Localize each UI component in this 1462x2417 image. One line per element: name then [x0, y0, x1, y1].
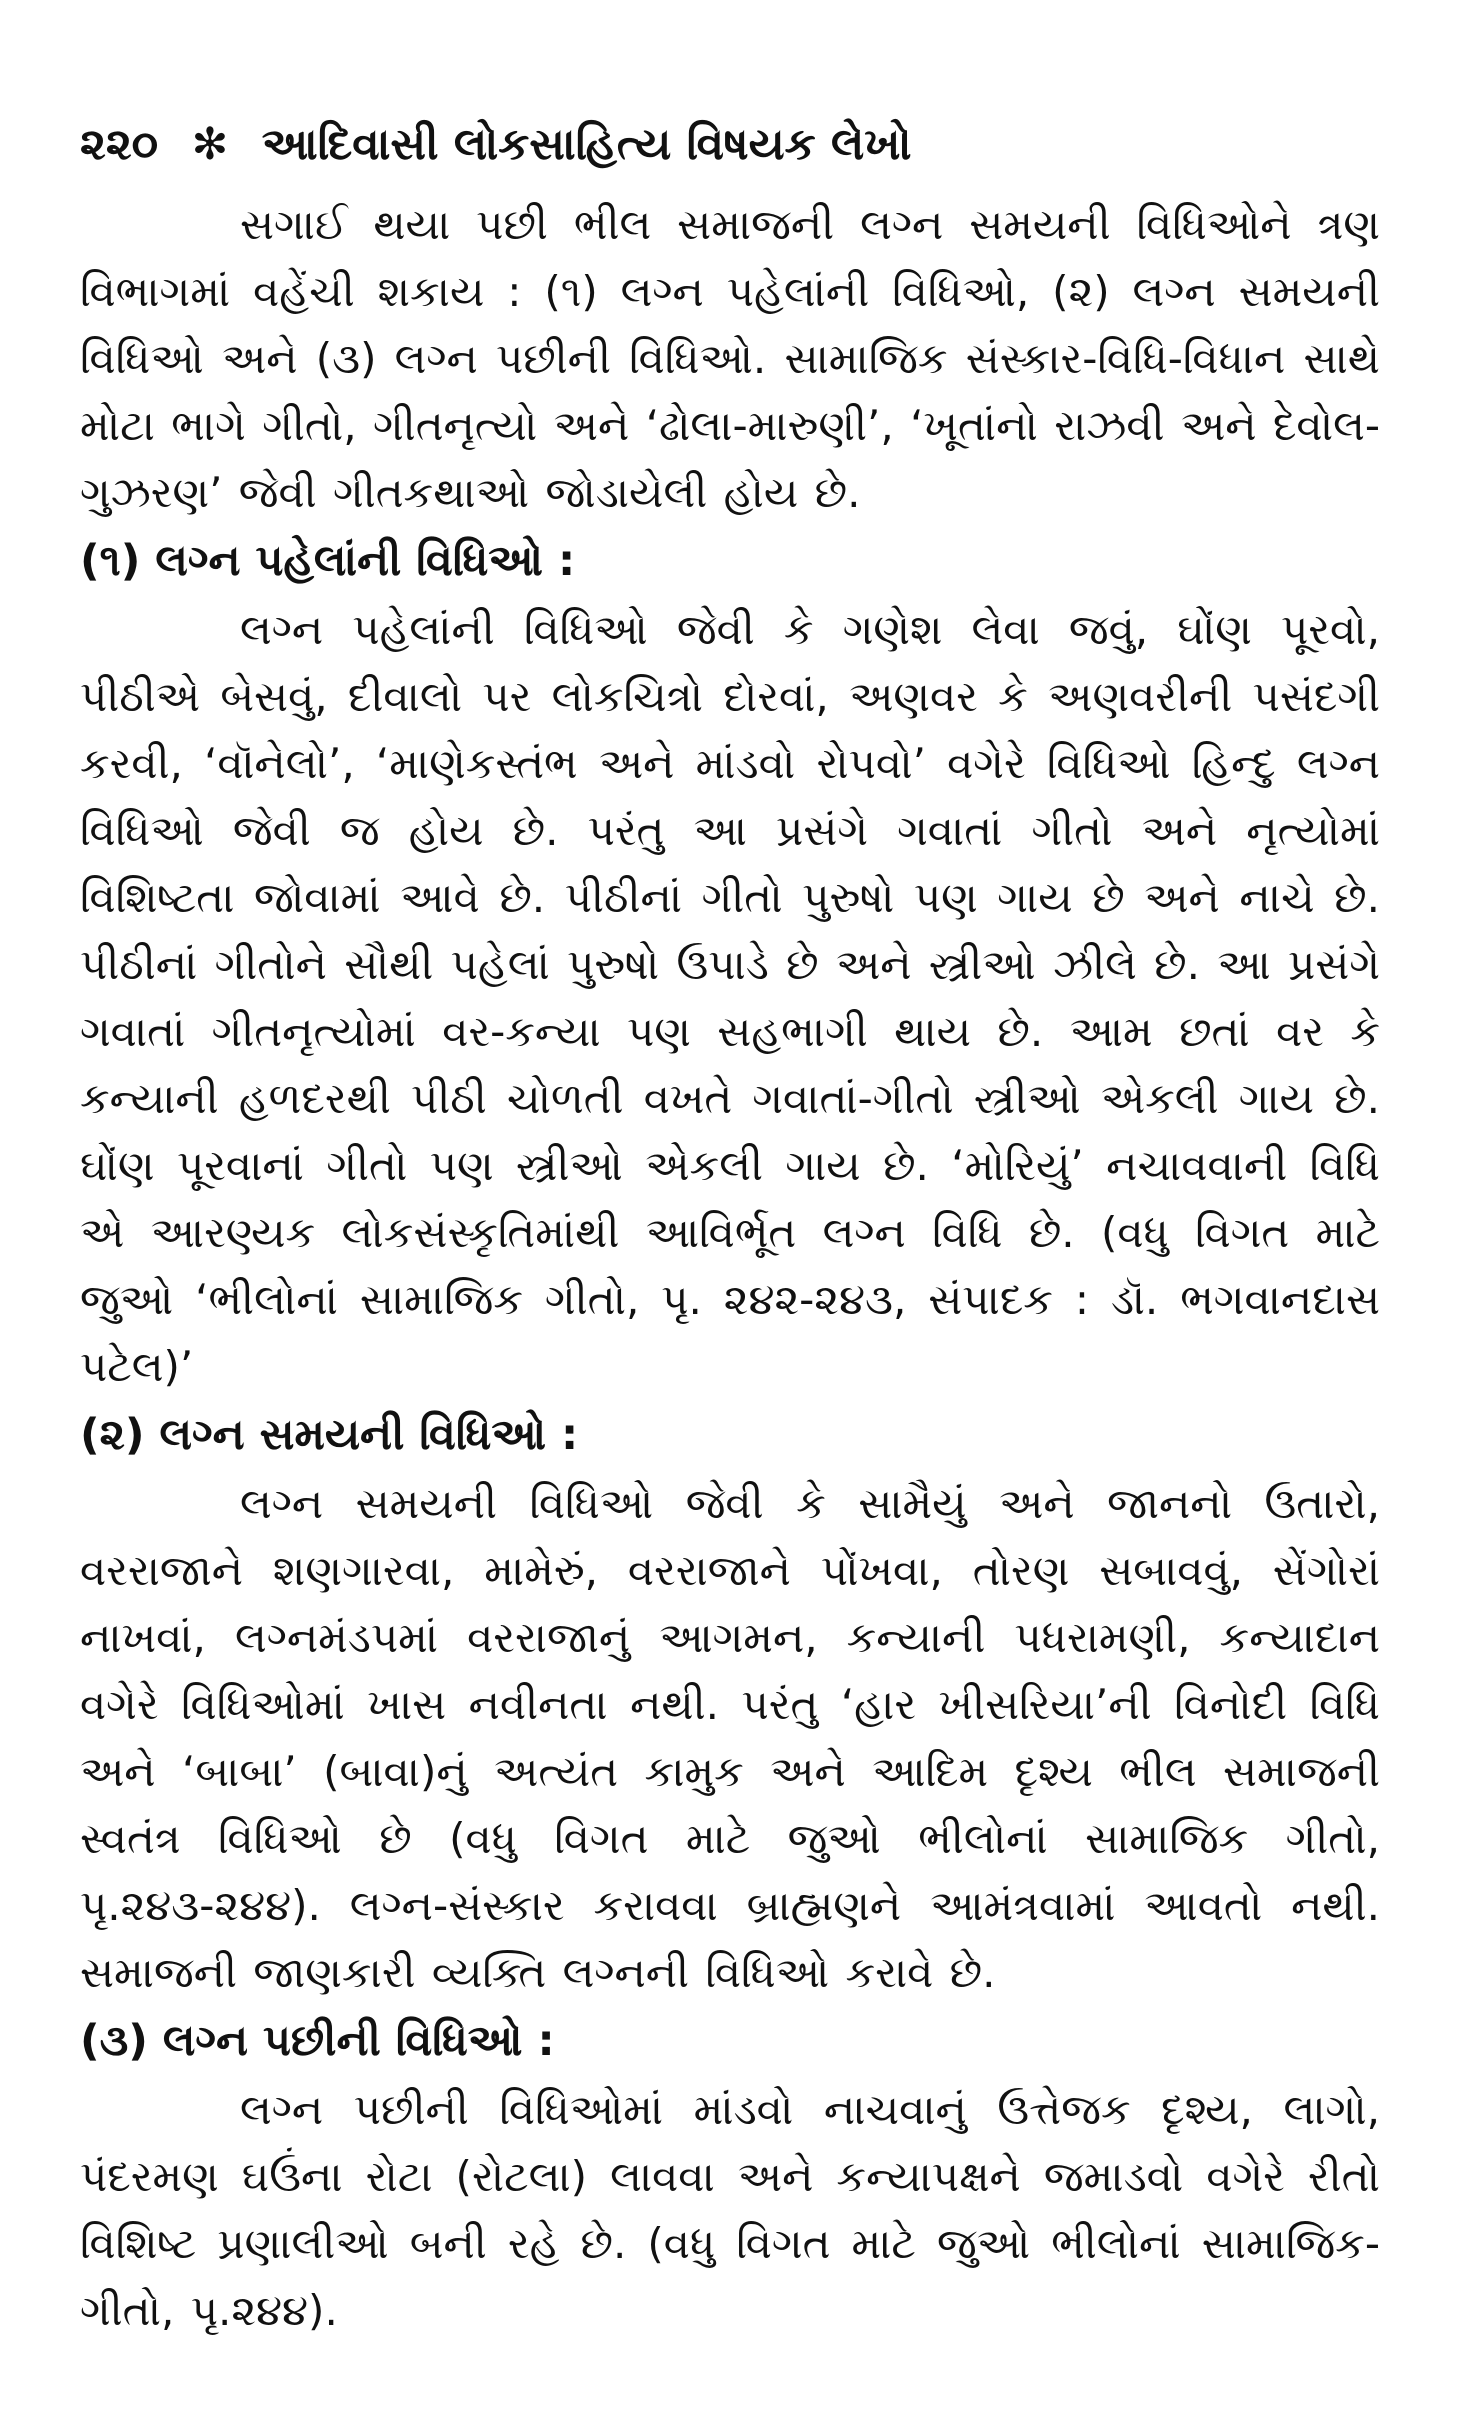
- section-during-marriage: [80, 1400, 1380, 2006]
- section-paragraph: લગ્ન સમયની વિધિઓ જેવી કે સામૈયું અને જાનનો ઉતારો, વરરાજાને શણગારવા, મામેરું, વરરાજાને પોંખવા, તોરણ સબાવવું, સેંગોરાં નાખવાં, લગ્નમંડપમાં વરરાજાનું આગમન, કન્યાની પધરામણી, કન્યાદાન વગેરે વિધિઓમાં ખાસ નવીનતા નથી. પરંતુ ‘હાર ખીસરિયા’ની વિનોદી વિધિ અને ‘બાબા’ (બાવા)નું અત્યંત કામુક અને આદિમ દૃશ્ય ભીલ સમાજની સ્વતંત્ર વિધિઓ છે (વધુ વિગત માટે જુઓ ભીલોનાં સામાજિક ગીતો, પૃ.૨૪૩-૨૪૪). લગ્ન-સંસ્કાર કરાવવા બ્રાહ્મણને આમંત્રવામાં આવતો નથી. સમાજની જાણકારી વ્યક્તિ લગ્નની વિધિઓ કરાવે છે.: [80, 1479, 1380, 1997]
- section-heading: (૧) લગ્ન પહેલાંની વિધિઓ :: [80, 536, 576, 586]
- page-header: [80, 105, 1380, 185]
- section-paragraph: લગ્ન પહેલાંની વિધિઓ જેવી કે ગણેશ લેવા જવું, ઘોંણ પૂરવો, પીઠીએ બેસવું, દીવાલો પર લોકચિત્રો દોરવાં, અણવર કે અણવરીની પસંદગી કરવી, ‘વૉનેલો’, ‘માણેકસ્તંભ અને માંડવો રોપવો’ વગેરે વિધિઓ હિન્દુ લગ્ન વિધિઓ જેવી જ હોય છે. પરંતુ આ પ્રસંગે ગવાતાં ગીતો અને નૃત્યોમાં વિશિષ્ટતા જોવામાં આવે છે. પીઠીનાં ગીતો પુરુષો પણ ગાય છે અને નાચે છે. પીઠીનાં ગીતોને સૌથી પહેલાં પુરુષો ઉપાડે છે અને સ્ત્રીઓ ઝીલે છે. આ પ્રસંગે ગવાતાં ગીતનૃત્યોમાં વર-કન્યા પણ સહભાગી થાય છે. આમ છતાં વર કે કન્યાની હળદરથી પીઠી ચોળતી વખતે ગવાતાં-ગીતો સ્ત્રીઓ એકલી ગાય છે. ઘોંણ પૂરવાનાં ગીતો પણ સ્ત્રીઓ એકલી ગાય છે. ‘મોરિયું’ નચાવવાની વિધિ એ આરણ્યક લોકસંસ્કૃતિમાંથી આવિર્ભૂત લગ્ન વિધિ છે. (વધુ વિગત માટે જુઓ ‘ભીલોનાં સામાજિક ગીતો, પૃ. ૨૪૨-૨૪૩, સંપાદક : ડૉ. ભગવાનદાસ પટેલ)’: [80, 605, 1380, 1391]
- book-page: [80, 105, 1380, 2344]
- intro-paragraph: સગાઈ થયા પછી ભીલ સમાજની લગ્ન સમયની વિધિઓને ત્રણ વિભાગમાં વહેંચી શકાય : (૧) લગ્ન પહેલાંની વિધિઓ, (૨) લગ્ન સમયની વિધિઓ અને (૩) લગ્ન પછીની વિધિઓ. સામાજિક સંસ્કાર-વિધિ-વિધાન સાથે મોટા ભાગે ગીતો, ગીતનૃત્યો અને ‘ઢોલા-મારુણી’, ‘ખૂતાંનો રાઝવી અને દેવોલ-ગુઝરણ’ જેવી ગીતકથાઓ જોડાયેલી હોય છે.: [80, 200, 1380, 517]
- section-heading: (૨) લગ્ન સમયની વિધિઓ :: [80, 1410, 579, 1460]
- section-paragraph: લગ્ન પછીની વિધિઓમાં માંડવો નાચવાનું ઉત્તેજક દૃશ્ય, લાગો, પંદરમણ ઘઉંના રોટા (રોટલા) લાવવા અને કન્યાપક્ષને જમાડવો વગેરે રીતો વિશિષ્ટ પ્રણાલીઓ બની રહે છે. (વધુ વિગત માટે જુઓ ભીલોનાં સામાજિક-ગીતો, પૃ.૨૪૪).: [80, 2085, 1380, 2335]
- section-after-marriage: [80, 2006, 1380, 2344]
- running-title: આદિવાસી લોકસાહિત્ય વિષયક લેખો: [261, 119, 912, 170]
- asterisk-icon: ✻: [191, 119, 229, 170]
- section-heading: (૩) લગ્ન પછીની વિધિઓ :: [80, 2016, 555, 2066]
- page-number: ૨૨૦: [80, 119, 159, 170]
- section-before-marriage: [80, 526, 1380, 1400]
